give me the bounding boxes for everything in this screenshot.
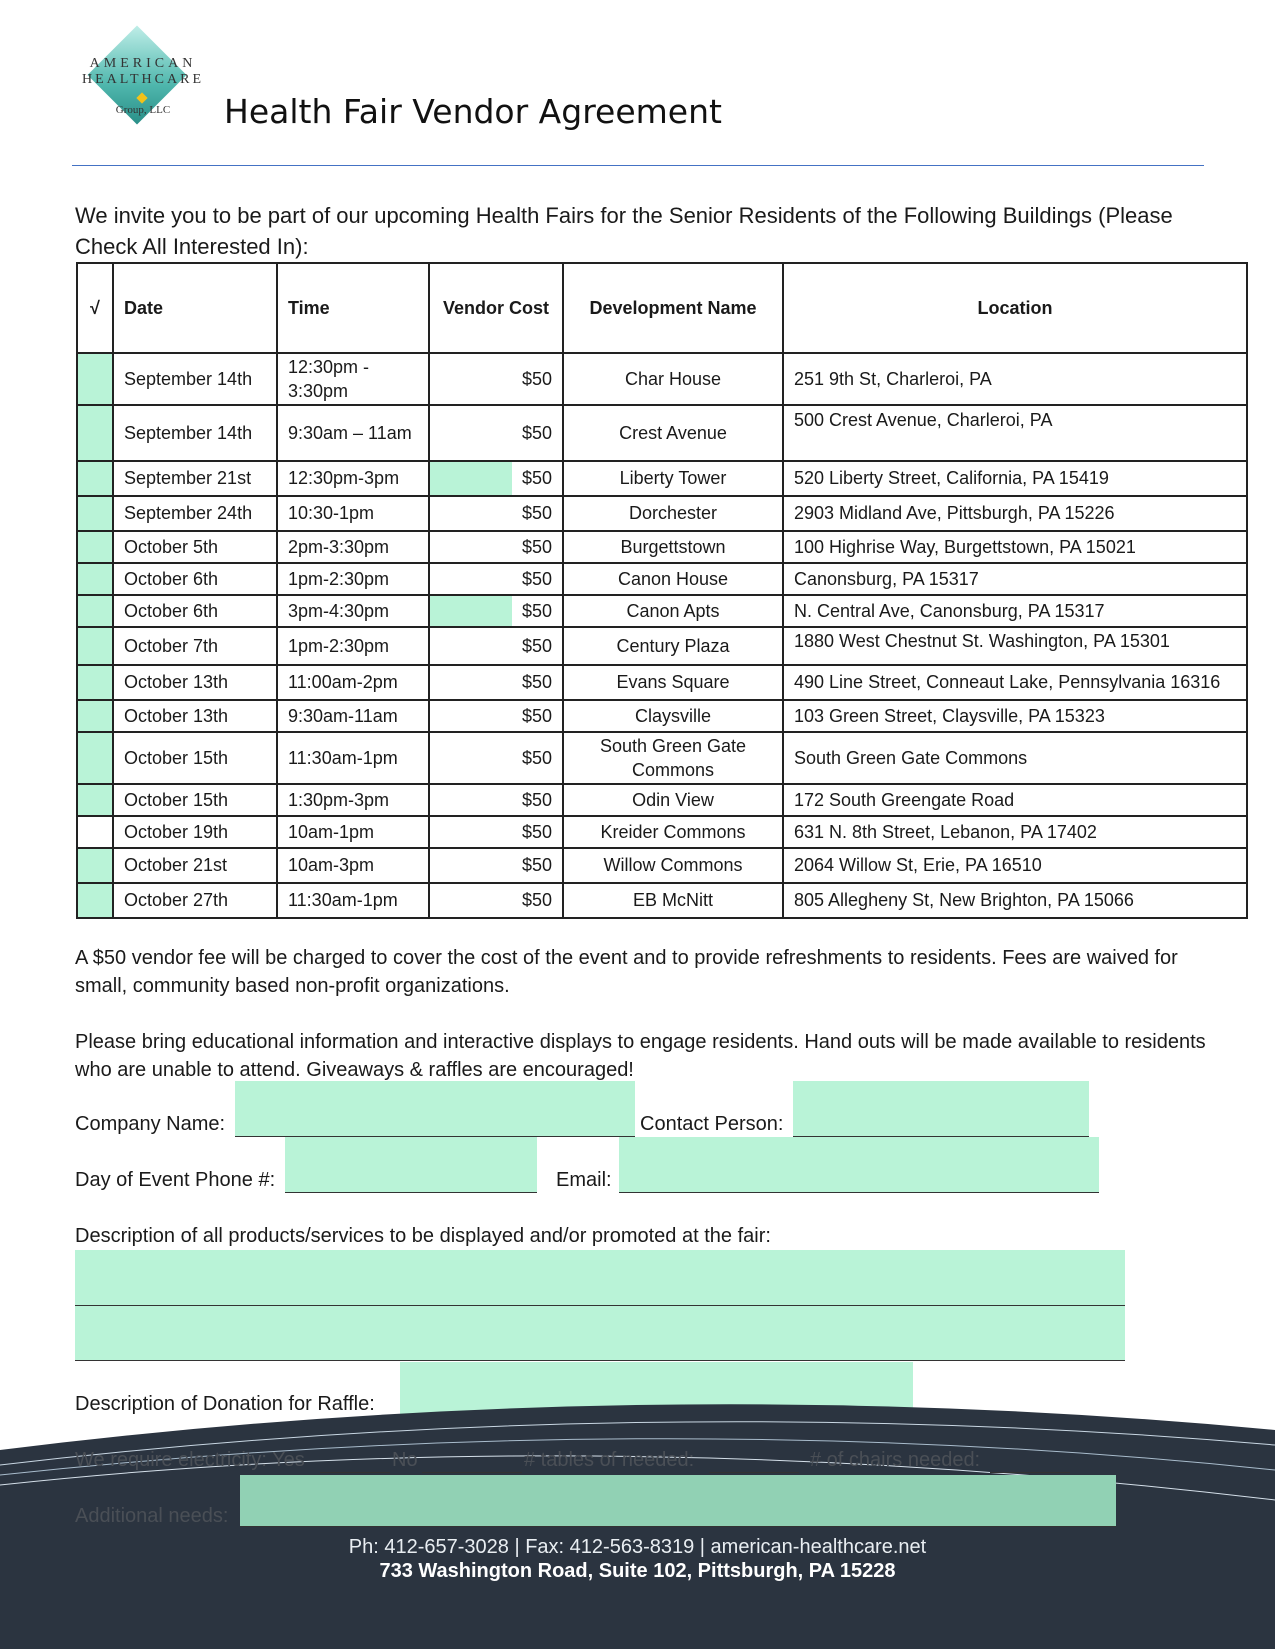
table-row	[77, 461, 1247, 496]
row-cost: $50	[429, 531, 563, 563]
row-location: 520 Liberty Street, California, PA 15419	[783, 461, 1247, 496]
page-title: Health Fair Vendor Agreement	[224, 92, 722, 131]
phone-label: Day of Event Phone #:	[75, 1169, 276, 1191]
table-row	[77, 595, 1247, 627]
row-development: Odin View	[563, 784, 783, 816]
row-time: 10:30-1pm	[277, 496, 429, 531]
row-date: October 13th	[113, 665, 277, 700]
row-checkbox[interactable]	[77, 496, 113, 531]
header-time: Time	[277, 263, 429, 353]
table-row	[77, 627, 1247, 665]
row-development: Kreider Commons	[563, 816, 783, 848]
table-row	[77, 732, 1247, 784]
table-row	[77, 816, 1247, 848]
row-location: 1880 West Chestnut St. Washington, PA 15301	[783, 627, 1247, 665]
logo-text-line1: AMERICAN	[89, 56, 197, 71]
row-location: 2064 Willow St, Erie, PA 16510	[783, 848, 1247, 883]
header-location: Location	[783, 263, 1247, 353]
footer-address: 733 Washington Road, Suite 102, Pittsburgh, PA 15228	[379, 1560, 896, 1582]
row-time: 12:30pm-3pm	[277, 461, 429, 496]
row-cost: $50	[429, 405, 563, 461]
row-development: Crest Avenue	[563, 405, 783, 461]
footer-contact: Ph: 412-657-3028 | Fax: 412-563-8319 | american-healthcare.net	[348, 1536, 927, 1558]
table-row	[77, 496, 1247, 531]
tables-needed-label: # tables of needed:	[524, 1449, 695, 1471]
table-row	[77, 883, 1247, 918]
row-location: 103 Green Street, Claysville, PA 15323	[783, 700, 1247, 732]
row-checkbox[interactable]	[77, 353, 113, 405]
table-row	[77, 563, 1247, 595]
row-time: 11:30am-1pm	[277, 883, 429, 918]
row-time: 1:30pm-3pm	[277, 784, 429, 816]
row-checkbox[interactable]	[77, 595, 113, 627]
row-checkbox[interactable]	[77, 461, 113, 496]
table-row	[77, 784, 1247, 816]
table-row	[77, 848, 1247, 883]
row-checkbox[interactable]	[77, 816, 113, 848]
row-development: Century Plaza	[563, 627, 783, 665]
table-row	[77, 405, 1247, 461]
electricity-label: We require electricity: Yes	[75, 1449, 305, 1471]
row-location: 100 Highrise Way, Burgettstown, PA 15021	[783, 531, 1247, 563]
row-location: 2903 Midland Ave, Pittsburgh, PA 15226	[783, 496, 1247, 531]
row-time: 2pm-3:30pm	[277, 531, 429, 563]
header-vendor-cost: Vendor Cost	[429, 263, 563, 353]
email-field[interactable]	[619, 1137, 1099, 1193]
row-checkbox[interactable]	[77, 531, 113, 563]
row-cost: $50	[429, 700, 563, 732]
header-check: √	[77, 263, 113, 353]
row-checkbox[interactable]	[77, 732, 113, 784]
row-location: 490 Line Street, Conneaut Lake, Pennsylvania 16316	[783, 665, 1247, 700]
row-time: 10am-1pm	[277, 816, 429, 848]
header-date: Date	[113, 263, 277, 353]
row-time: 11:30am-1pm	[277, 732, 429, 784]
row-checkbox[interactable]	[77, 848, 113, 883]
additional-needs-label: Additional needs:	[75, 1505, 229, 1527]
row-development: Evans Square	[563, 665, 783, 700]
description-label: Description of all products/services to be displayed and/or promoted at the fair:	[75, 1225, 771, 1247]
fee-paragraph: A $50 vendor fee will be charged to cover the cost of the event and to provide refreshments to residents. Fees are waived for small, community based non-profit organizations.	[75, 947, 1178, 997]
row-cost: $50	[429, 883, 563, 918]
row-location: Canonsburg, PA 15317	[783, 563, 1247, 595]
company-name-field[interactable]	[235, 1081, 635, 1137]
row-checkbox[interactable]	[77, 883, 113, 918]
row-time: 1pm-2:30pm	[277, 627, 429, 665]
row-date: September 24th	[113, 496, 277, 531]
table-row	[77, 353, 1247, 405]
phone-field[interactable]	[285, 1137, 537, 1193]
row-checkbox[interactable]	[77, 700, 113, 732]
description-field-line2[interactable]	[75, 1306, 1125, 1361]
company-name-label: Company Name:	[75, 1113, 226, 1135]
row-date: October 13th	[113, 700, 277, 732]
row-cost: $50	[429, 665, 563, 700]
row-development: Liberty Tower	[563, 461, 783, 496]
row-date: September 14th	[113, 353, 277, 405]
row-location: 172 South Greengate Road	[783, 784, 1247, 816]
row-location: 251 9th St, Charleroi, PA	[783, 353, 1247, 405]
row-time: 9:30am-11am	[277, 700, 429, 732]
row-cost: $50	[429, 732, 563, 784]
row-development: Willow Commons	[563, 848, 783, 883]
row-date: October 5th	[113, 531, 277, 563]
row-cost: $50	[429, 816, 563, 848]
row-date: October 6th	[113, 595, 277, 627]
company-logo	[72, 36, 214, 126]
row-development: Claysville	[563, 700, 783, 732]
row-time: 10am-3pm	[277, 848, 429, 883]
row-time: 3pm-4:30pm	[277, 595, 429, 627]
description-field-line1[interactable]	[75, 1250, 1125, 1306]
electricity-no-field[interactable]	[422, 1472, 522, 1473]
chairs-needed-field[interactable]	[990, 1472, 1070, 1473]
row-date: October 7th	[113, 627, 277, 665]
contact-person-label: Contact Person:	[640, 1113, 784, 1135]
bring-paragraph: Please bring educational information and interactive displays to engage residents. Hand outs will be made available to residents who are unable to attend. Giveaways & raffles are encouraged!	[75, 1031, 1206, 1081]
row-date: September 14th	[113, 405, 277, 461]
row-cost: $50	[429, 353, 563, 405]
row-location: 631 N. 8th Street, Lebanon, PA 17402	[783, 816, 1247, 848]
row-cost: $50	[429, 496, 563, 531]
row-checkbox[interactable]	[77, 627, 113, 665]
row-checkbox[interactable]	[77, 563, 113, 595]
table-row	[77, 665, 1247, 700]
row-location: 500 Crest Avenue, Charleroi, PA	[783, 405, 1247, 461]
logo-text-line2: HEALTHCARE	[81, 72, 205, 87]
row-date: October 21st	[113, 848, 277, 883]
row-checkbox[interactable]	[77, 784, 113, 816]
row-cost: $50	[429, 784, 563, 816]
row-development: Canon House	[563, 563, 783, 595]
row-cost: $50	[429, 848, 563, 883]
row-development: Char House	[563, 353, 783, 405]
email-label: Email:	[556, 1169, 612, 1191]
row-date: October 27th	[113, 883, 277, 918]
header-development-name: Development Name	[563, 263, 783, 353]
row-time: 11:00am-2pm	[277, 665, 429, 700]
row-cost: $50	[429, 563, 563, 595]
electricity-yes-field[interactable]	[320, 1472, 390, 1473]
row-location: South Green Gate Commons	[783, 732, 1247, 784]
row-development: EB McNitt	[563, 883, 783, 918]
row-cost: $50	[429, 627, 563, 665]
row-location: 805 Allegheny St, New Brighton, PA 15066	[783, 883, 1247, 918]
row-date: October 15th	[113, 732, 277, 784]
electricity-no-label: No	[392, 1449, 418, 1471]
row-location: N. Central Ave, Canonsburg, PA 15317	[783, 595, 1247, 627]
donation-label: Description of Donation for Raffle:	[75, 1393, 375, 1415]
table-header-row	[77, 263, 1247, 353]
row-date: October 19th	[113, 816, 277, 848]
intro-text: We invite you to be part of our upcoming Health Fairs for the Senior Residents of the Following Buildings (Please Check All Interested In):	[75, 203, 1173, 259]
additional-needs-field[interactable]	[240, 1475, 1116, 1527]
row-development: Burgettstown	[563, 531, 783, 563]
row-time: 1pm-2:30pm	[277, 563, 429, 595]
row-development: Dorchester	[563, 496, 783, 531]
tables-needed-field[interactable]	[709, 1472, 799, 1473]
row-cost: $50	[429, 461, 563, 496]
row-time: 9:30am – 11am	[277, 405, 429, 461]
row-checkbox[interactable]	[77, 405, 113, 461]
table-row	[77, 700, 1247, 732]
chairs-needed-label: # of chairs needed:	[810, 1449, 981, 1471]
health-fair-table	[76, 262, 1248, 919]
row-date: October 6th	[113, 563, 277, 595]
table-row	[77, 531, 1247, 563]
row-date: September 21st	[113, 461, 277, 496]
row-development: South Green Gate Commons	[563, 732, 783, 784]
row-checkbox[interactable]	[77, 665, 113, 700]
logo-text-line3: Group, LLC	[115, 104, 171, 116]
contact-person-field[interactable]	[793, 1081, 1089, 1137]
row-cost: $50	[429, 595, 563, 627]
row-development: Canon Apts	[563, 595, 783, 627]
header-divider	[72, 165, 1204, 166]
row-date: October 15th	[113, 784, 277, 816]
row-time: 12:30pm - 3:30pm	[277, 353, 429, 405]
